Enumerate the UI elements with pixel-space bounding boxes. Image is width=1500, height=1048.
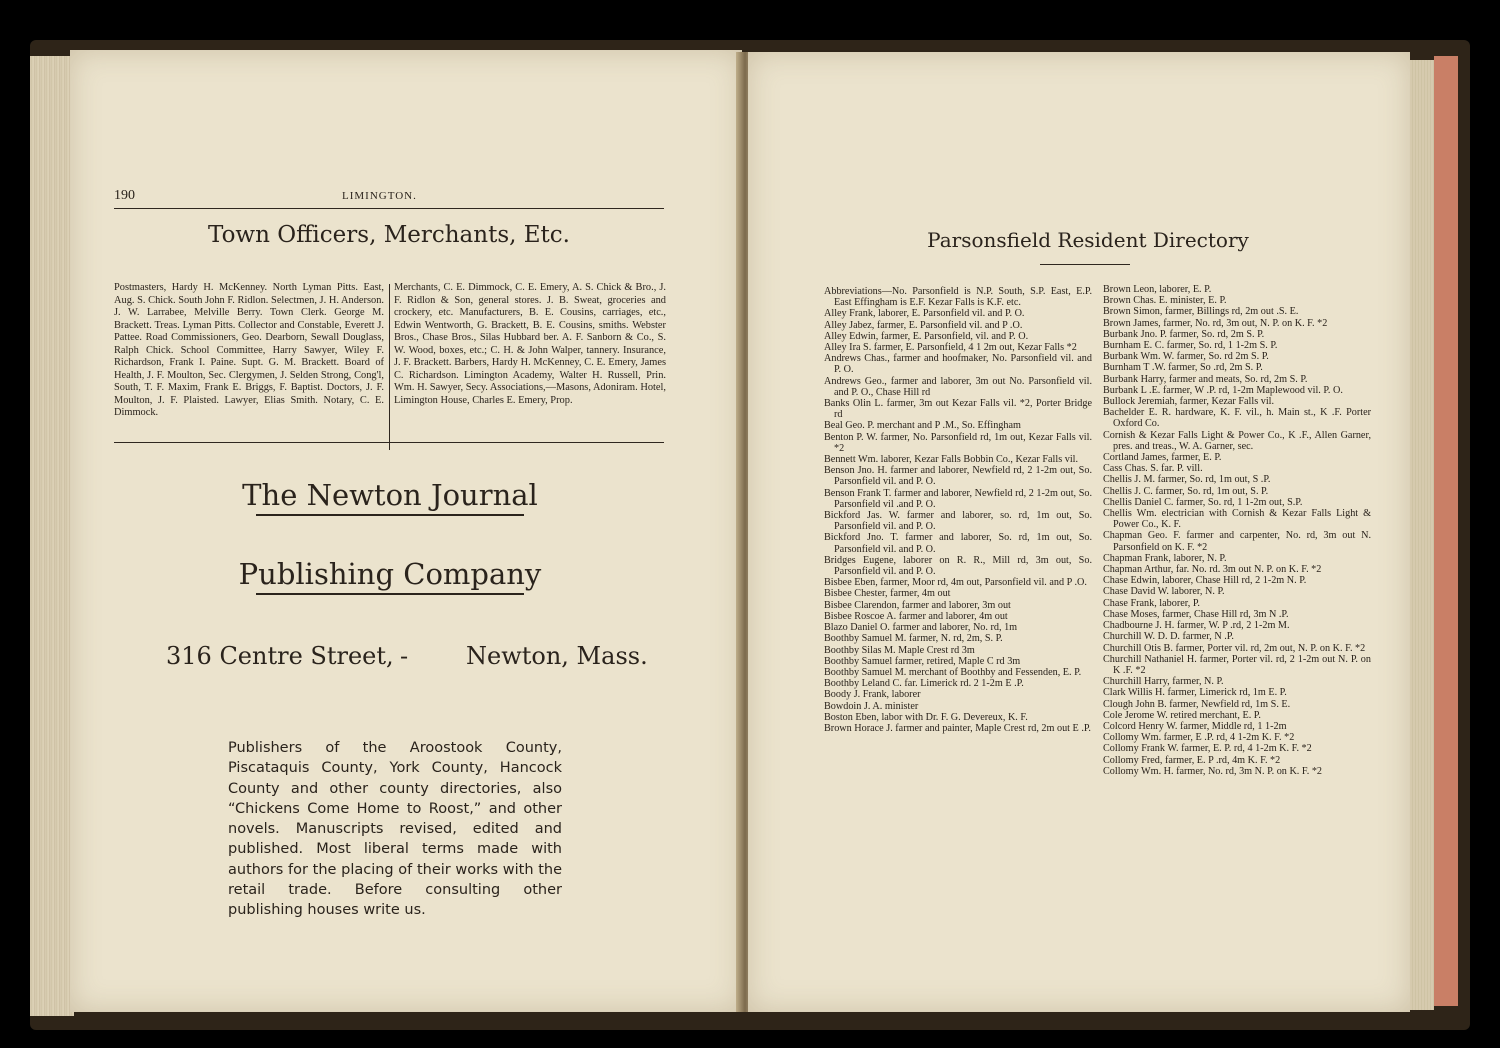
directory-entry: Cass Chas. S. far. P. vill. (1103, 463, 1203, 475)
directory-entry: Churchill Otis B. farmer, Porter vil. rd, 2m out, N. P. on K. F. *2 (1103, 642, 1366, 654)
directory-entry: Chellis Daniel C. farmer, So. rd, 1 1-2m out, S.P. (1103, 496, 1303, 508)
directory-entry: Chase David W. laborer, N. P. (1103, 586, 1225, 598)
directory-entry: Burbank Harry, farmer and meats, So. rd, 2m S. P. (1103, 373, 1308, 385)
directory-entry: Boothby Samuel M. merchant of Boothby and Fessenden, E. P. (824, 666, 1082, 678)
directory-entry: Bullock Jeremiah, farmer, Kezar Falls vil. (1103, 396, 1275, 408)
left-page (70, 50, 742, 1012)
directory-entry: Churchill Harry, farmer, N. P. (1103, 676, 1224, 688)
heading-rule (1040, 264, 1130, 265)
page-edges-right (1408, 60, 1434, 1010)
directory-entry: Bennett Wm. laborer, Kezar Falls Bobbin Co., Kezar Falls vil. (824, 454, 1079, 466)
directory-entry: Chapman Geo. F. farmer and carpenter, No. rd, 3m out N. Parsonfield on K. F. *2 (1103, 530, 1371, 553)
directory-entry: Abbreviations—No. Parsonfield is N.P. South, S.P. East, E.P. East Effingham is E.F. Kezar Falls is K.F. etc. (824, 286, 1092, 309)
directory-entry: Burnham T .W. farmer, So .rd, 2m S. P. (1103, 362, 1263, 374)
directory-entry: Boothby Samuel M. farmer, N. rd, 2m, S. P. (824, 633, 1003, 645)
ad-street-address: 316 Centre Street, (166, 642, 394, 670)
directory-entry: Bowdoin J. A. minister (824, 700, 919, 712)
directory-entry: Churchill W. D. D. farmer, N .P. (1103, 631, 1234, 643)
directory-entry: Bridges Eugene, laborer on R. R., Mill rd, 3m out, So. Parsonfield vil. and P. O. (824, 554, 1092, 578)
directory-entry: Collomy Wm. H. farmer, No. rd, 3m N. P. on K. F. *2 (1103, 765, 1323, 777)
directory-entry: Churchill Nathaniel H. farmer, Porter vil. rd, 2 1-2m out N. P. on K .F. *2 (1103, 653, 1371, 676)
directory-column-right (1103, 284, 1371, 777)
ad-body-text: Publishers of the Aroostook County, Piscataquis County, York County, Hancock County and other county directories, also “Chickens Come Home to Roost,” and other novels. Manuscripts revised, edited and published. Most liberal terms made with authors for the placing of their works with the retail trade. Before consulting other publishing houses write us. (228, 740, 562, 919)
directory-heading: Parsonsfield Resident Directory (927, 228, 1249, 252)
town-officers-heading: Town Officers, Merchants, Etc. (208, 222, 570, 248)
directory-entry: Chellis J. C. farmer, So. rd, 1m out, S. P. (1103, 485, 1269, 497)
directory-entry: Cortland James, farmer, E. P. (1103, 452, 1222, 464)
directory-entry: Benton P. W. farmer, No. Parsonfield rd, 1m out, Kezar Falls vil. *2 (824, 431, 1092, 454)
ad-address-dash: - (400, 642, 409, 670)
running-header (114, 188, 664, 208)
directory-entry: Alley Jabez, farmer, E. Parsonfield vil. and P .O. (824, 319, 1023, 331)
directory-entry: Benson Jno. H. farmer and laborer, Newfield rd, 2 1-2m out, So. Parsonfield vil. and P. O. (824, 465, 1092, 488)
directory-entry: Bickford Jas. W. farmer and laborer, so. rd, 1m out, So. Parsonfield vil. and P. O. (824, 510, 1092, 533)
directory-entry: Chellis Wm. electrician with Cornish & Kezar Falls Light & Power Co., K. F. (1103, 508, 1371, 531)
directory-entry: Bisbee Clarendon, farmer and laborer, 3m out (824, 599, 1011, 611)
directory-entry: Beal Geo. P. merchant and P .M., So. Effingham (824, 420, 1021, 432)
directory-entry: Chase Edwin, laborer, Chase Hill rd, 2 1-2m N. P. (1103, 575, 1307, 587)
directory-entry: Brown Chas. E. minister, E. P. (1103, 295, 1227, 307)
ad-title-underline (256, 514, 524, 516)
directory-entry: Cornish & Kezar Falls Light & Power Co., K .F., Allen Garner, pres. and treas., W. A. Garner, sec. (1103, 429, 1371, 452)
directory-entry: Alley Frank, laborer, E. Parsonfield vil. and P. O. (824, 308, 1025, 320)
merchants-column: Merchants, C. E. Dimmock, C. E. Emery, A. S. Chick & Bro., J. F. Ridlon & Son, general stores. J. B. Sweat, groceries and crockery, etc. Manufacturers, B. E. Cousins, carriages, etc., Edwin Wentworth, G. Brackett, B. E. Cousins, smiths. Webster Bros., Chase Bros., Silas Hubbard ber. A. F. Sanborn & Co., S. W. Wood, boxes, etc.; C. H. & John Walper, tannery. Insurance, J. F. Brackett. Barbers, Hardy H. McKenney, C. E. Emery, James C. Richardson. Limington Academy, Walter H. Russell, Prin. Wm. H. Sawyer, Secy. Associations,—Masons, Adoniram. Hotel, Limington House, Charles E. Emery, Prop. (394, 282, 666, 406)
page-edges-left (30, 56, 74, 1016)
directory-entry: Chapman Arthur, far. No. rd. 3m out N. P. on K. F. *2 (1103, 564, 1322, 576)
running-title: LIMINGTON. (342, 190, 417, 202)
town-officers-column: Postmasters, Hardy H. McKenney. North Lyman Pitts. East, Aug. S. Chick. South John F. Ridlon. Selectmen, J. H. Anderson. J. W. Larrabee, Melville Berry. Town Clerk. George M. Brackett. Treas. Lyman Pitts. Collector and Constable, Everett J. Pattee. Road Commissioners, Geo. Dearborn, Sewall Douglass, Ralph Chick. School Committee, Harry Sawyer, Wiley F. Richardson, Frank I. Paine. Supt. G. M. Brackett. Board of Health, J. F. Moulton, Sec. Clergymen, J. Selden Strong, Cong'l, South, T. F. Maxim, Frank E. Briggs, F. Baptist. Doctors, J. F. Moulton, J. F. Plaisted. Lawyer, Elias Smith. Notary, C. E. Dimmock. (114, 282, 384, 418)
directory-entry: Boston Eben, labor with Dr. F. G. Devereux, K. F. (824, 711, 1028, 723)
directory-entry: Bickford Jno. T. farmer and laborer, So. rd, 1m out, So. Parsonfield vil. and P. O. (824, 532, 1092, 555)
directory-entry: Burnham E. C. farmer, So. rd, 1 1-2m S. P. (1103, 340, 1278, 352)
directory-entry: Bachelder E. R. hardware, K. F. vil., h. Main st., K .F. Porter Oxford Co. (1103, 407, 1371, 430)
directory-entry: Collomy Wm. farmer, E .P. rd, 4 1-2m K. F. *2 (1103, 732, 1295, 744)
directory-entry: Colcord Henry W. farmer, Middle rd, 1 1-2m (1103, 720, 1287, 732)
ad-title-line1: The Newton Journal (242, 478, 538, 512)
right-page (748, 52, 1410, 1012)
directory-entry: Clough John B. farmer, Newfield rd, 1m S. E. (1103, 698, 1291, 710)
directory-entry: Blazo Daniel O. farmer and laborer, No. rd, 1m (824, 622, 1018, 634)
directory-entry: Boothby Samuel farmer, retired, Maple C rd 3m (824, 655, 1021, 667)
directory-entry: Cole Jerome W. retired merchant, E. P. (1103, 709, 1261, 721)
directory-entry: Andrews Chas., farmer and hoofmaker, No. Parsonfield vil. and P. O. (824, 353, 1092, 376)
directory-entry: Chase Moses, farmer, Chase Hill rd, 3m N .P. (1103, 608, 1289, 620)
directory-entry: Brown Simon, farmer, Billings rd, 2m out .S. E. (1103, 306, 1299, 318)
directory-entry: Andrews Geo., farmer and laborer, 3m out No. Parsonfield vil. and P. O., Chase Hill rd (824, 375, 1092, 398)
directory-entry: Chase Frank, laborer, P. (1103, 597, 1200, 609)
directory-entry: Clark Willis H. farmer, Limerick rd, 1m E. P. (1103, 687, 1287, 699)
directory-entry: Collomy Fred, farmer, E. P .rd, 4m K. F. *2 (1103, 754, 1281, 766)
directory-entry: Chapman Frank, laborer, N. P. (1103, 552, 1227, 564)
section-rule (114, 442, 664, 443)
directory-entry: Collomy Frank W. farmer, E. P. rd, 4 1-2m K. F. *2 (1103, 743, 1312, 755)
directory-entry: Brown Horace J. farmer and painter, Maple Crest rd, 2m out E .P. (824, 722, 1091, 734)
directory-entry: Alley Ira S. farmer, E. Parsonfield, 4 1 2m out, Kezar Falls *2 (824, 342, 1077, 354)
directory-entry: Bisbee Roscoe A. farmer and laborer, 4m out (824, 610, 1008, 622)
directory-entry: Burbank L .E. farmer, W .P. rd, 1-2m Maplewood vil. P. O. (1103, 384, 1343, 396)
ad-title-line2: Publishing Company (238, 557, 542, 591)
column-divider (389, 284, 390, 450)
page-number: 190 (114, 188, 135, 203)
red-page-edge (1434, 56, 1458, 1006)
directory-entry: Chellis J. M. farmer, So. rd, 1m out, S .P. (1103, 474, 1271, 486)
directory-entry: Boody J. Frank, laborer (824, 689, 921, 701)
ad-city: Newton, Mass. (466, 642, 648, 670)
directory-entry: Burbank Jno. P. farmer, So. rd, 2m S. P. (1103, 328, 1265, 340)
directory-entry: Bisbee Eben, farmer, Moor rd, 4m out, Parsonfield vil. and P .O. (824, 577, 1087, 589)
directory-entry: Banks Olin L. farmer, 3m out Kezar Falls vil. *2, Porter Bridge rd (824, 398, 1092, 421)
directory-entry: Alley Edwin, farmer, E. Parsonfield, vil. and P. O. (824, 330, 1029, 342)
directory-entry: Boothby Leland C. far. Limerick rd. 2 1-2m E .P. (824, 678, 1024, 690)
directory-entry: Benson Frank T. farmer and laborer, Newfield rd, 2 1-2m out, So. Parsonfield vil .and P. O. (824, 487, 1092, 510)
directory-entry: Bisbee Chester, farmer, 4m out (824, 588, 951, 600)
directory-entry: Brown James, farmer, No. rd, 3m out, N. P. on K. F. *2 (1103, 317, 1328, 329)
directory-entry: Chadbourne J. H. farmer, W. P .rd, 2 1-2m M. (1103, 620, 1290, 632)
header-rule (114, 208, 664, 209)
directory-column-left (824, 286, 1092, 734)
ad-title-underline-2 (256, 593, 524, 595)
directory-entry: Brown Leon, laborer, E. P. (1103, 284, 1212, 295)
directory-entry: Boothby Silas M. Maple Crest rd 3m (824, 644, 975, 656)
directory-entry: Burbank Wm. W. farmer, So. rd 2m S. P. (1103, 351, 1269, 363)
